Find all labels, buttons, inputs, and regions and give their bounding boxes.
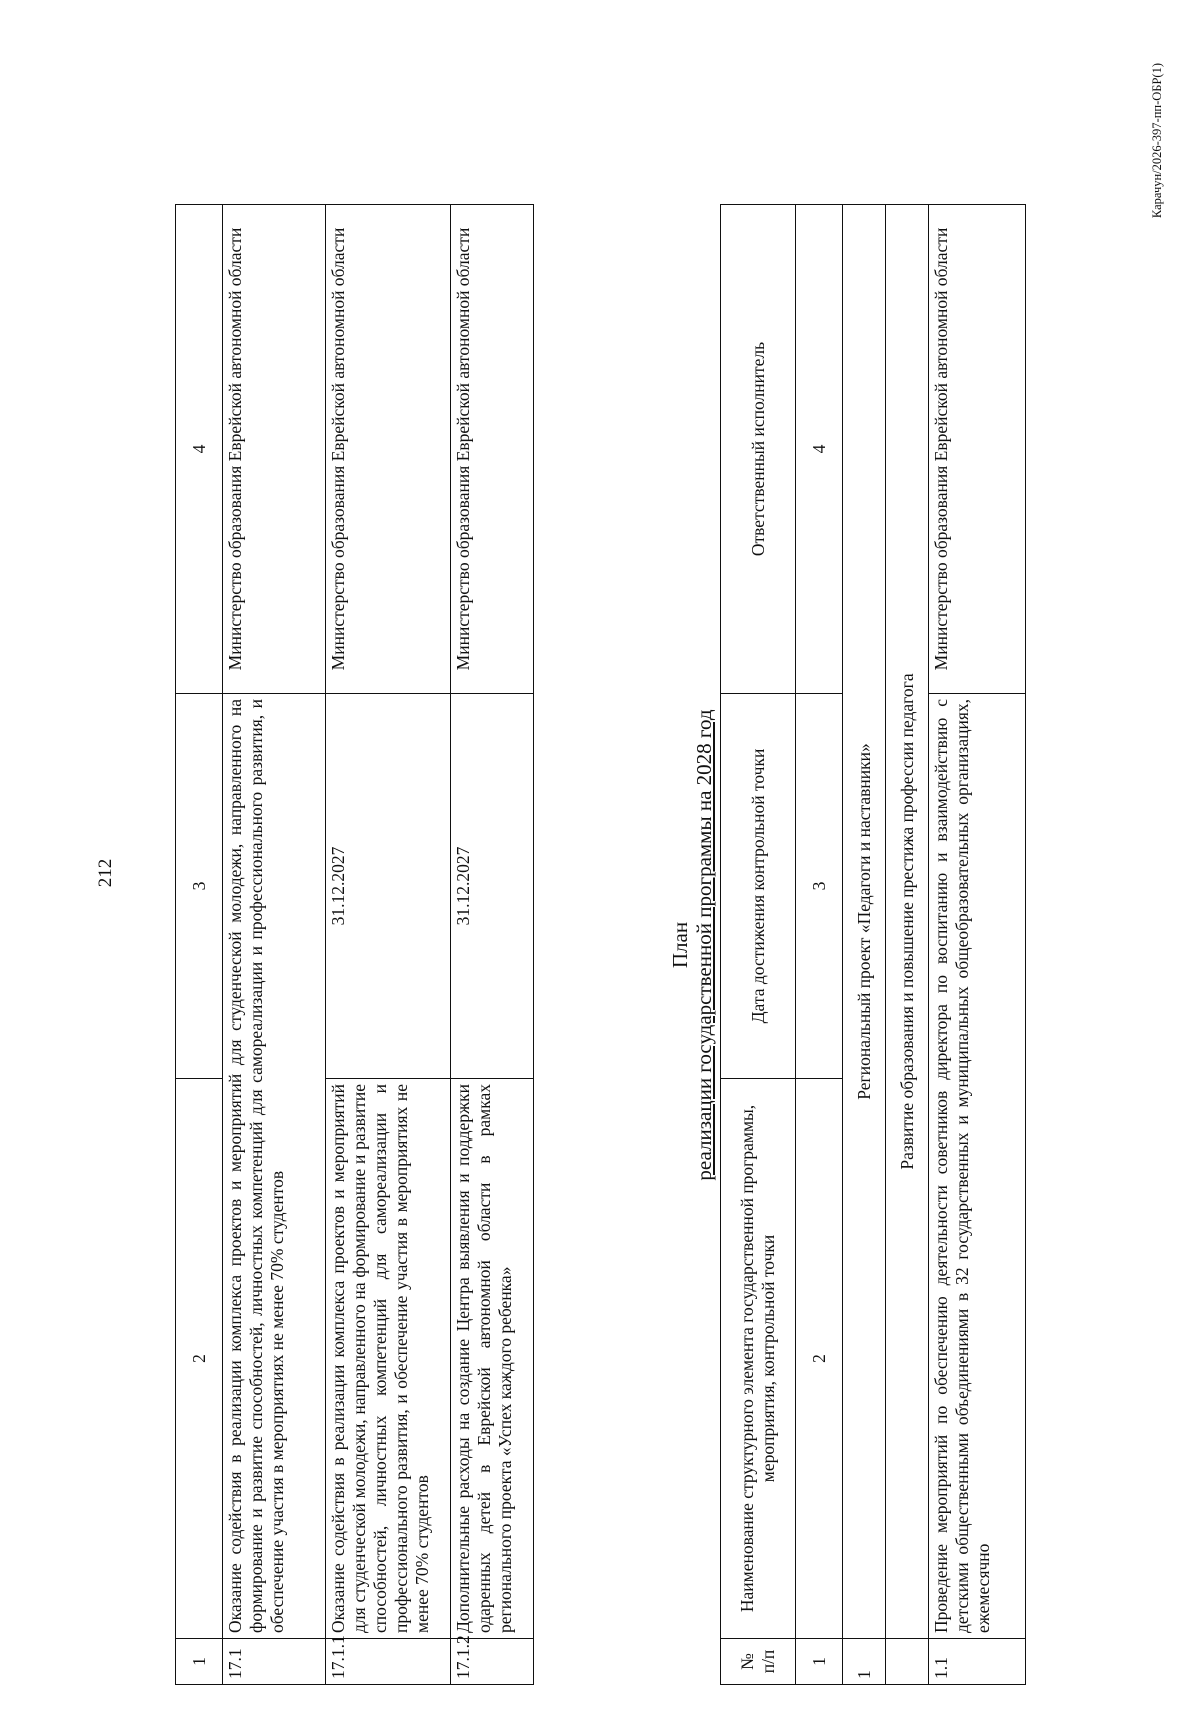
table-row: [223, 205, 326, 1685]
responsible-cell: Министерство образования Еврейской автономной области: [223, 205, 326, 694]
subsection-title-cell: Развитие образования и повышение престижа профессии педагога: [886, 205, 929, 1639]
table-row: [929, 205, 1026, 1685]
column-number-cell: 2: [796, 1079, 843, 1639]
plan-table: [720, 204, 1026, 1685]
header-date-cell: Дата достижения контрольной точки: [721, 694, 796, 1079]
section-number-cell: 1: [843, 1639, 886, 1685]
header-responsible-cell: Ответственный исполнитель: [721, 205, 796, 694]
header-num-cell: № п/п: [721, 1639, 796, 1685]
section-row: [843, 205, 886, 1685]
column-number-cell: 4: [796, 205, 843, 694]
event-description-cell: Оказание содействия в реализации комплекса проектов и мероприятий для студенческой молодежи, направленного на формирование и развитие способностей, личностных компетенций для самореализации и профессионального развития, и обеспечение участия в мероприятиях не менее 70% студентов: [223, 694, 326, 1639]
column-number-cell: 1: [796, 1639, 843, 1685]
date-cell: 31.12.2027: [326, 694, 451, 1079]
table-row: [326, 205, 451, 1685]
row-number-cell: 17.1.1: [326, 1639, 451, 1685]
event-description-cell: Проведение мероприятий по обеспечению деятельности советников директора по воспитанию и взаимодействию с детскими общественными объединениями в 32 государственных и муниципальных общеобразовательных организациях, ежемесячно: [929, 694, 1026, 1639]
row-number-cell: 1.1: [929, 1639, 1026, 1685]
responsible-cell: Министерство образования Еврейской автономной области: [451, 205, 534, 694]
column-numbers-row: [796, 205, 843, 1685]
responsible-cell: Министерство образования Еврейской автономной области: [326, 205, 451, 694]
plan-subtitle: реализации государственной программы на 2028 год: [692, 709, 716, 1181]
column-number-cell: 3: [176, 694, 223, 1079]
table-header-row: [721, 205, 796, 1685]
plan-title: План: [668, 921, 692, 969]
document-code: Карачун/2026-397-пп-ОБР(1): [1150, 63, 1164, 219]
table-row: [451, 205, 534, 1685]
column-number-cell: 1: [176, 1639, 223, 1685]
event-description-cell: Дополнительные расходы на создание Центра выявления и поддержки одаренных детей в Еврейской автономной области в рамках регионального проекта «Успех каждого ребенка»: [451, 1079, 534, 1639]
column-number-cell: 2: [176, 1079, 223, 1639]
column-number-cell: 4: [176, 205, 223, 694]
row-number-cell: 17.1: [223, 1639, 326, 1685]
continuation-table: [175, 204, 534, 1685]
table-header-row: [176, 205, 223, 1685]
responsible-cell: Министерство образования Еврейской автономной области: [929, 205, 1026, 694]
page-number: 212: [95, 858, 116, 888]
section-title-cell: Региональный проект «Педагоги и наставники»: [843, 205, 886, 1639]
date-cell: 31.12.2027: [451, 694, 534, 1079]
empty-cell: [886, 1639, 929, 1685]
column-number-cell: 3: [796, 694, 843, 1079]
event-description-cell: Оказание содействия в реализации комплекса проектов и мероприятий для студенческой молодежи, направленного на формирование и развитие способностей, личностных компетенций для самореализации и профессионального развития, и обеспечение участия в мероприятиях не менее 70% студентов: [326, 1079, 451, 1639]
header-name-cell: Наименование структурного элемента государственной программы, мероприятия, контрольной точки: [721, 1079, 796, 1639]
row-number-cell: 17.1.2: [451, 1639, 534, 1685]
plan-heading: [668, 205, 716, 1685]
subsection-row: [886, 205, 929, 1685]
